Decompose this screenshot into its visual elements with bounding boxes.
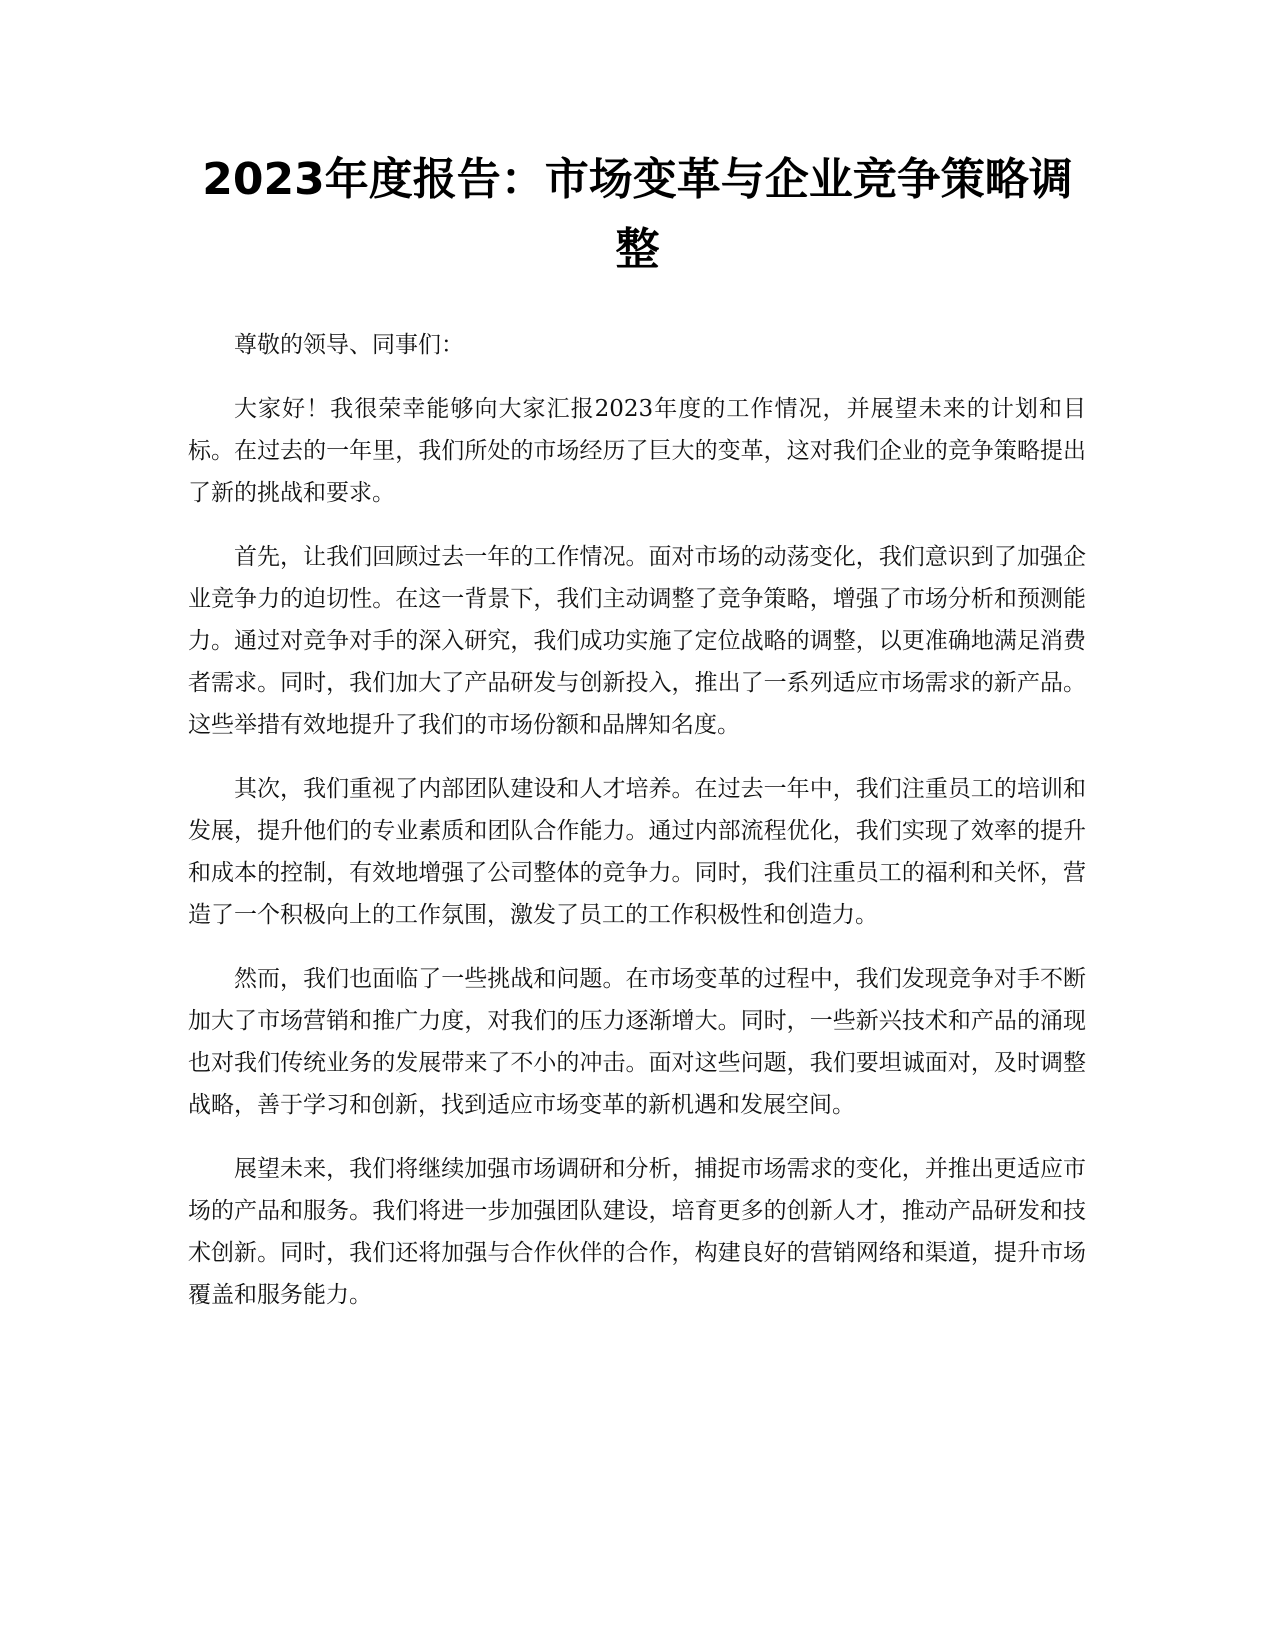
document-title: 2023年度报告：市场变革与企业竞争策略调整: [202, 154, 1073, 275]
paragraph-2: 首先，让我们回顾过去一年的工作情况。面对市场的动荡变化，我们意识到了加强企业竞争力的迫切性。在这一背景下，我们主动调整了竞争策略，增强了市场分析和预测能力。通过对竞争对手的深入研究，我们成功实施了定位战略的调整，以更准确地满足消费者需求。同时，我们加大了产品研发与创新投入，推出了一系列适应市场需求的新产品。这些举措有效地提升了我们的市场份额和品牌知名度。: [188, 544, 1086, 738]
salutation: 尊敬的领导、同事们：: [234, 332, 464, 358]
paragraph-4: 然而，我们也面临了一些挑战和问题。在市场变革的过程中，我们发现竞争对手不断加大了市场营销和推广力度，对我们的压力逐渐增大。同时，一些新兴技术和产品的涌现也对我们传统业务的发展带来了不小的冲击。面对这些问题，我们要坦诚面对，及时调整战略，善于学习和创新，找到适应市场变革的新机遇和发展空间。: [188, 966, 1086, 1118]
paragraph-5: 展望未来，我们将继续加强市场调研和分析，捕捉市场需求的变化，并推出更适应市场的产品和服务。我们将进一步加强团队建设，培育更多的创新人才，推动产品研发和技术创新。同时，我们还将加强与合作伙伴的合作，构建良好的营销网络和渠道，提升市场覆盖和服务能力。: [188, 1156, 1086, 1308]
paragraph-1: 大家好！我很荣幸能够向大家汇报2023年度的工作情况，并展望未来的计划和目标。在过去的一年里，我们所处的市场经历了巨大的变革，这对我们企业的竞争策略提出了新的挑战和要求。: [188, 396, 1086, 506]
document-body: [188, 324, 1086, 1338]
paragraph-3: 其次，我们重视了内部团队建设和人才培养。在过去一年中，我们注重员工的培训和发展，提升他们的专业素质和团队合作能力。通过内部流程优化，我们实现了效率的提升和成本的控制，有效地增强了公司整体的竞争力。同时，我们注重员工的福利和关怀，营造了一个积极向上的工作氛围，激发了员工的工作积极性和创造力。: [188, 776, 1086, 928]
